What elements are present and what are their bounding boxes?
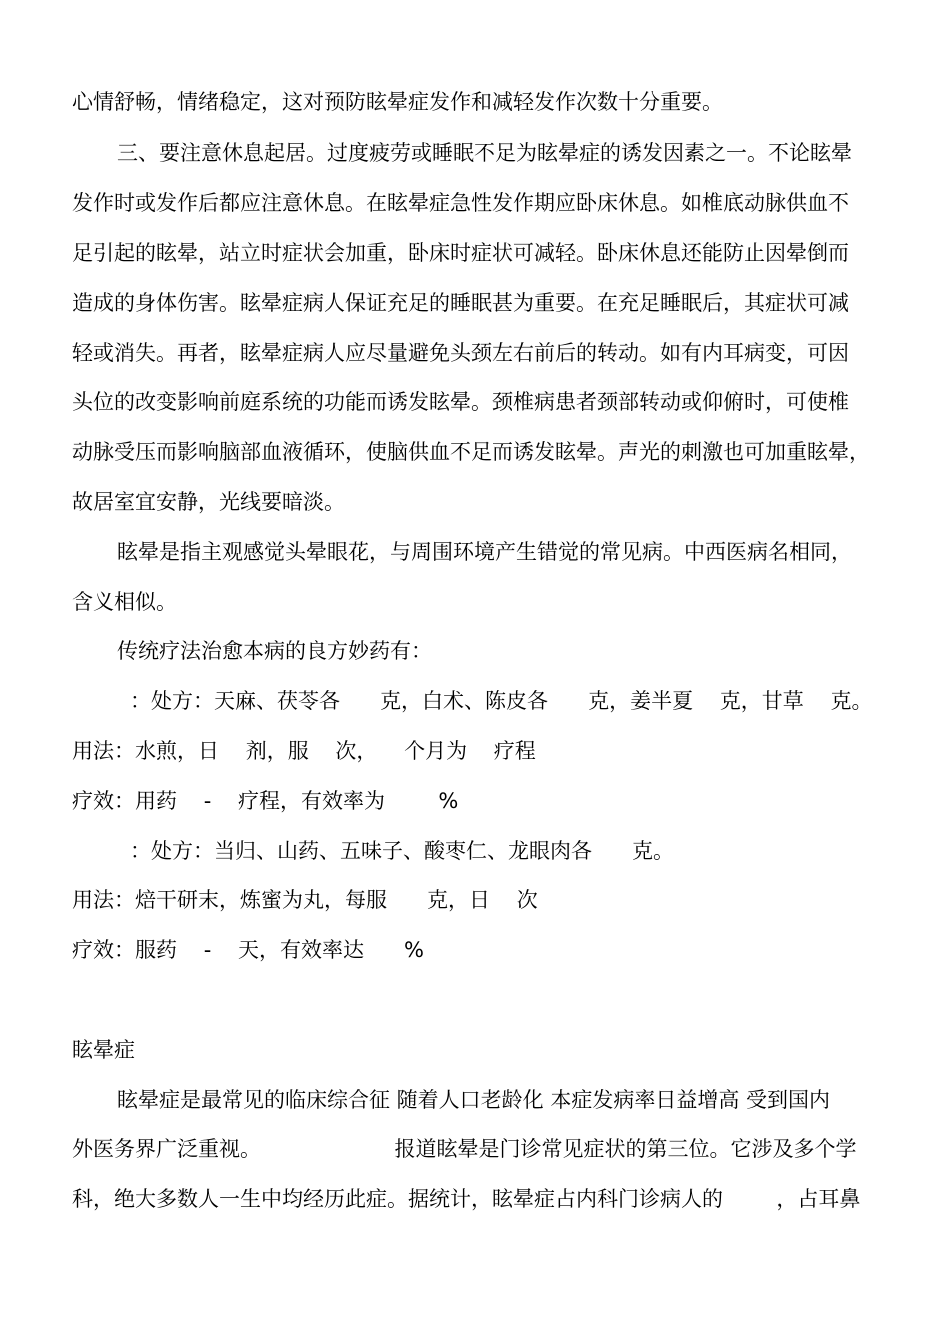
text-line: 传统疗法治愈本病的良方妙药有： <box>117 639 432 663</box>
text-line: 发作时或发作后都应注意休息。在眩晕症急性发作期应卧床休息。如椎底动脉供血不 <box>72 191 849 215</box>
text-line: 轻或消失。再者，眩晕症病人应尽量避免头颈左右前后的转动。如有内耳病变，可因 <box>72 341 849 365</box>
text-line: 外医务界广泛重视。 报道眩晕是门诊常见症状的第三位。它涉及多个学 <box>72 1137 857 1161</box>
text-line: 心情舒畅，情绪稳定，这对预防眩晕症发作和减轻发作次数十分重要。 <box>72 90 723 114</box>
text-line: 眩晕是指主观感觉头晕眼花，与周围环境产生错觉的常见病。中西医病名相同， <box>117 540 852 564</box>
text-line: 足引起的眩晕，站立时症状会加重，卧床时症状可减轻。卧床休息还能防止因晕倒而 <box>72 241 849 265</box>
text-line: 科，绝大多数人一生中均经历此症。据统计，眩晕症占内科门诊病人的 ，占耳鼻 <box>72 1187 861 1211</box>
text-line: 头位的改变影响前庭系统的功能而诱发眩晕。颈椎病患者颈部转动或仰俯时，可使椎 <box>72 390 849 414</box>
text-line: 故居室宜安静，光线要暗淡。 <box>72 490 345 514</box>
prescription-line: ：处方：当归、山药、五味子、酸枣仁、龙眼肉各 克。 <box>130 839 675 863</box>
usage-line: 用法：水煎，日 剂，服 次， 个月为 疗程 <box>72 739 536 763</box>
text-line: 眩晕症是最常见的临床综合征 随着人口老龄化 本症发病率日益增高 受到国内 <box>117 1088 831 1112</box>
text-line: 造成的身体伤害。眩晕症病人保证充足的睡眠甚为重要。在充足睡眠后，其症状可减 <box>72 291 849 315</box>
text-line: 三、要注意休息起居。过度疲劳或睡眠不足为眩晕症的诱发因素之一。不论眩晕 <box>117 141 852 165</box>
prescription-line: ：处方：天麻、茯苓各 克，白术、陈皮各 克，姜半夏 克，甘草 克。 <box>130 689 873 713</box>
text-line: 含义相似。 <box>72 590 177 614</box>
text-line: 动脉受压而影响脑部血液循环，使脑供血不足而诱发眩晕。声光的刺激也可加重眩晕， <box>72 440 870 464</box>
efficacy-line: 疗效：服药 - 天，有效率达 % <box>72 938 424 962</box>
efficacy-line: 疗效：用药 - 疗程，有效率为 % <box>72 789 459 813</box>
section-heading: 眩晕症 <box>72 1038 135 1062</box>
usage-line: 用法：焙干研末，炼蜜为丸，每服 克，日 次 <box>72 888 538 912</box>
